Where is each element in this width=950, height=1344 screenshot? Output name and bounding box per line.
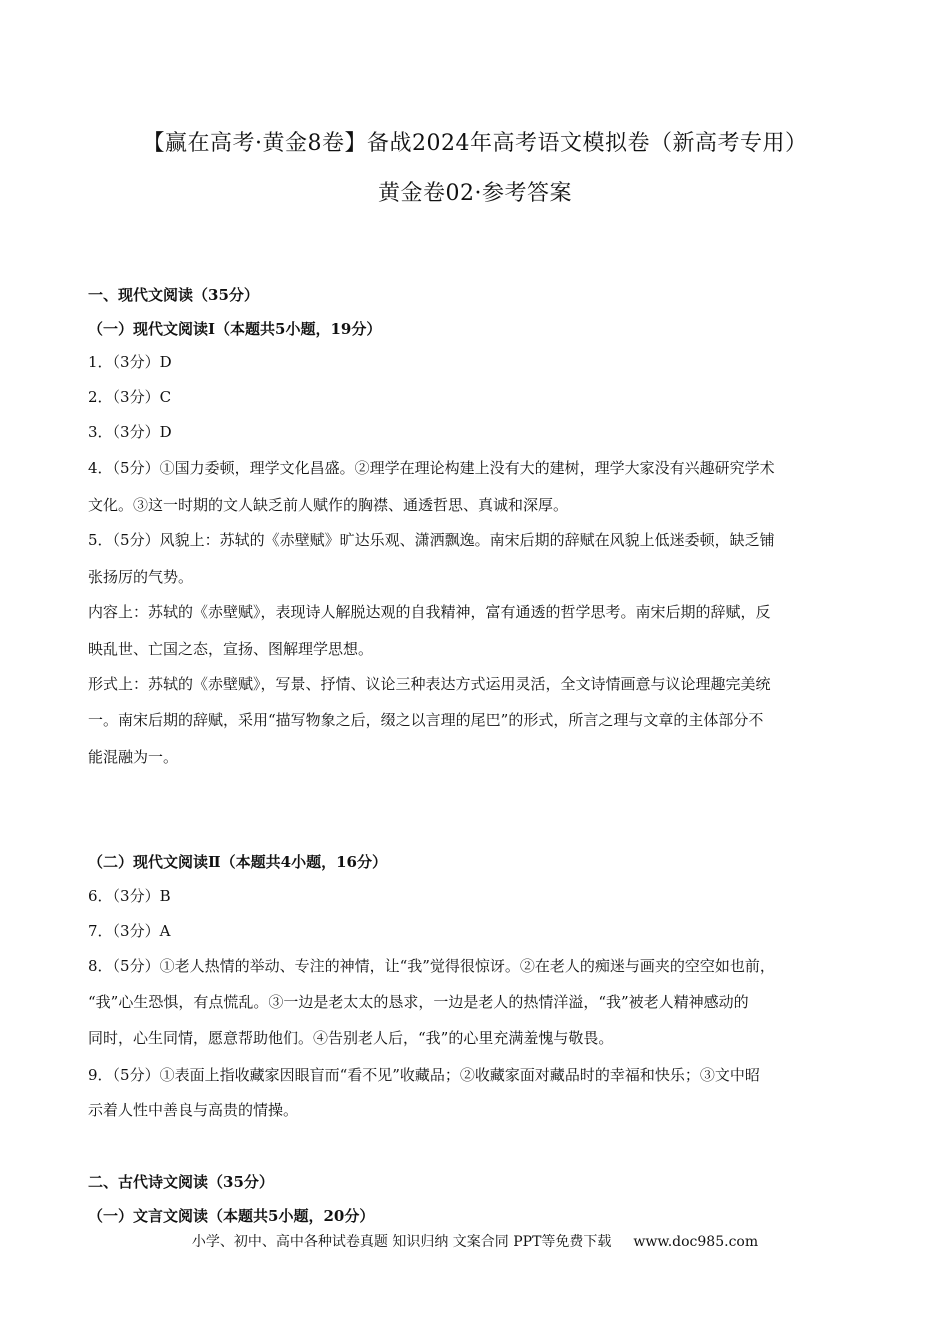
answer-q4-line: 文化。③这一时期的文人缺乏前人赋作的胸襟、通透哲思、真诚和深厚。 [88,496,569,514]
answer-q9-line: 示着人性中善良与高贵的情操。 [88,1101,299,1119]
subsection-heading-reading-1: （一）现代文阅读Ⅰ（本题共5小题，19分） [88,320,382,338]
answer-q8-line: 8．（5分）①老人热情的举动、专注的神情，让“我”觉得很惊讶。②在老人的痴迷与画夹的空空如也前， [88,957,775,975]
page-footer [0,1231,950,1251]
answer-q6: 6．（3分）B [88,887,171,905]
answer-q5-line: 张扬厉的气势。 [88,568,194,586]
answer-q8-line: 同时，心生同情，愿意帮助他们。④告别老人后，“我”的心里充满羞愧与敬畏。 [88,1029,614,1047]
answer-q5-line: 一。南宋后期的辞赋，采用“描写物象之后，缀之以言理的尾巴”的形式，所言之理与文章的主体部分不 [88,711,764,729]
answer-q8-line: “我”心生恐惧，有点慌乱。③一边是老太太的恳求，一边是老人的热情洋溢，“我”被老人精神感动的 [88,993,749,1011]
document-subtitle: 黄金卷02·参考答案 [378,181,572,206]
section-heading-modern-reading: 一、现代文阅读（35分） [88,286,259,304]
section-heading-classical-reading: 二、古代诗文阅读（35分） [88,1173,274,1191]
subsection-heading-classical-prose: （一）文言文阅读（本题共5小题，20分） [88,1207,375,1225]
answer-q1: 1．（3分）D [88,353,172,371]
answer-q9-line: 9．（5分）①表面上指收藏家因眼盲而“看不见”收藏品；②收藏家面对藏品时的幸福和快乐；③文中昭 [88,1066,760,1084]
footer-text: 小学、初中、高中各种试卷真题 知识归纳 文案合同 PPT等免费下载 [191,1234,612,1250]
document-title: 【赢在高考·黄金8卷】备战2024年高考语文模拟卷（新高考专用） [142,131,808,156]
subsection-heading-reading-2: （二）现代文阅读Ⅱ（本题共4小题，16分） [88,853,387,871]
answer-q5-line: 能混融为一。 [88,748,179,766]
answer-q5-line: 内容上：苏轼的《赤壁赋》，表现诗人解脱达观的自我精神，富有通透的哲学思考。南宋后期的辞赋，反 [88,603,771,621]
answer-q3: 3．（3分）D [88,423,172,441]
answer-q4-line: 4．（5分）①国力委顿，理学文化昌盛。②理学在理论构建上没有大的建树，理学大家没有兴趣研究学术 [88,459,775,477]
answer-q5-line: 形式上：苏轼的《赤壁赋》，写景、抒情、议论三种表达方式运用灵活，全文诗情画意与议论理趣完美统 [88,675,771,693]
answer-q7: 7．（3分）A [88,922,171,940]
footer-url[interactable]: www.doc985.com [633,1234,759,1250]
answer-q5-line: 5．（5分）风貌上：苏轼的《赤壁赋》旷达乐观、潇洒飘逸。南宋后期的辞赋在风貌上低迷委顿，缺乏铺 [88,531,775,549]
answer-q5-line: 映乱世、亡国之态，宣扬、图解理学思想。 [88,640,374,658]
answer-q2: 2．（3分）C [88,388,172,406]
